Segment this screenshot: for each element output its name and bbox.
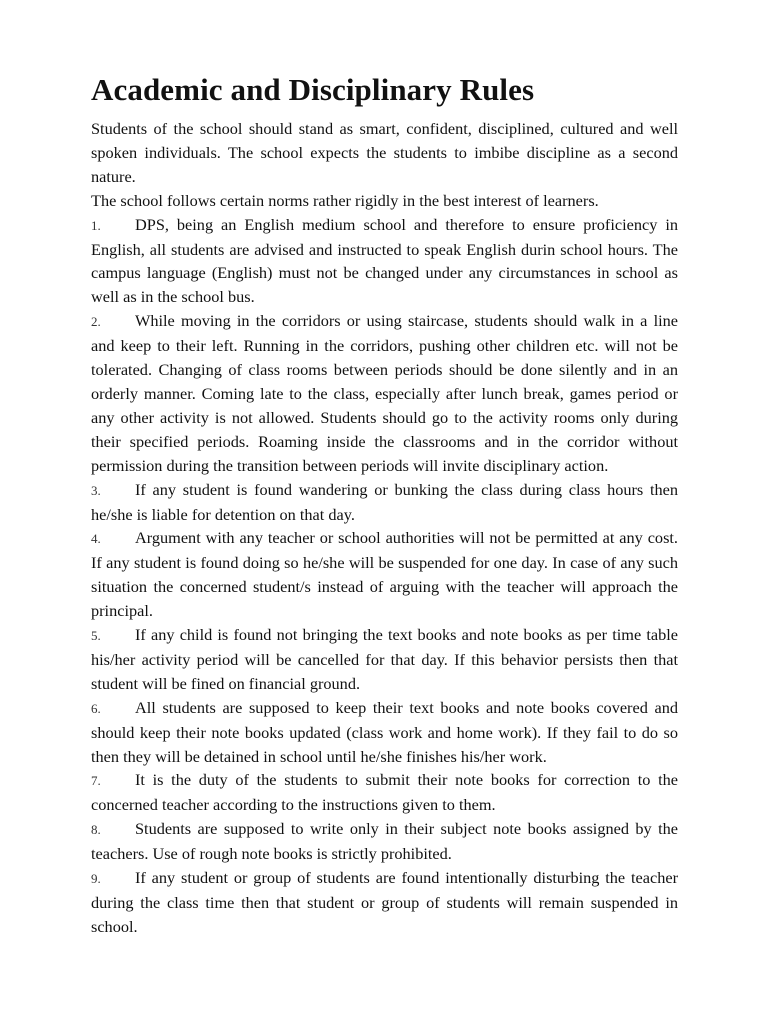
rule-text: It is the duty of the students to submit their note books for correction to the concerned teacher according to the instructions given to them.: [91, 770, 678, 815]
rule-number: 6.: [91, 700, 101, 716]
rule-item: [91, 526, 678, 623]
rule-number: 9.: [91, 871, 101, 887]
rule-number: 4.: [91, 531, 101, 547]
rule-number: 5.: [91, 628, 101, 644]
rule-text: If any child is found not bringing the text books and note books as per time table his/her activity period will be cancelled for that day. If this behavior persists then that student will be fined on financial ground.: [91, 625, 678, 693]
rule-item: [91, 309, 678, 477]
rule-item: [91, 213, 678, 310]
rule-item: [91, 623, 678, 696]
rule-text: If any student is found wandering or bunking the class during class hours then he/she is liable for detention on that day.: [91, 479, 678, 524]
rule-text: While moving in the corridors or using staircase, students should walk in a line and keep to their left. Running in the corridors, pushing other children etc. will not be tolerated. Changing of class rooms between periods should be done silently and in an orderly manner. Coming late to the class, especially after lunch break, games period or any other activity is not allowed. Students should go to the activity rooms only during their specified periods. Roaming inside the classrooms and in the corridor without permission during the transition between periods will invite disciplinary action.: [91, 311, 678, 475]
rule-text: Argument with any teacher or school authorities will not be permitted at any cost. If any student is found doing so he/she will be suspended for one day. In case of any such situation the concerned student/s instead of arguing with the teacher will approach the principal.: [91, 528, 678, 621]
rule-number: 8.: [91, 822, 101, 838]
rule-number: 2.: [91, 314, 101, 330]
rule-text: Students are supposed to write only in their subject note books assigned by the teachers. Use of rough note books is strictly prohibited.: [91, 819, 678, 864]
rule-text: All students are supposed to keep their text books and note books covered and should keep their note books updated (class work and home work). If they fail to do so then they will be detained in school until he/she finishes his/her work.: [91, 697, 678, 766]
rule-item: [91, 866, 678, 939]
rule-item: [91, 817, 678, 866]
rules-list: [91, 213, 678, 939]
rule-number: 7.: [91, 773, 101, 789]
rule-item: [91, 768, 678, 817]
rule-item: [91, 478, 678, 527]
preface-paragraph: The school follows certain norms rather rigidly in the best interest of learners.: [91, 190, 599, 210]
page-title: Academic and Disciplinary Rules: [91, 72, 535, 107]
document-page: [91, 70, 678, 939]
rule-item: [91, 696, 678, 769]
rule-number: 1.: [91, 217, 101, 233]
rule-text: DPS, being an English medium school and therefore to ensure proficiency in English, all students are advised and instructed to speak English durin school hours. The campus language (English) must not be changed under any circumstances in school as well as in the school bus.: [91, 214, 678, 307]
rule-text: If any student or group of students are found intentionally disturbing the teacher during the class time then that student or group of students will remain suspended in school.: [91, 868, 678, 936]
intro-paragraph: Students of the school should stand as smart, confident, disciplined, cultured and well spoken individuals. The school expects the students to imbibe discipline as a second nature.: [91, 119, 678, 186]
rule-number: 3.: [91, 482, 101, 498]
